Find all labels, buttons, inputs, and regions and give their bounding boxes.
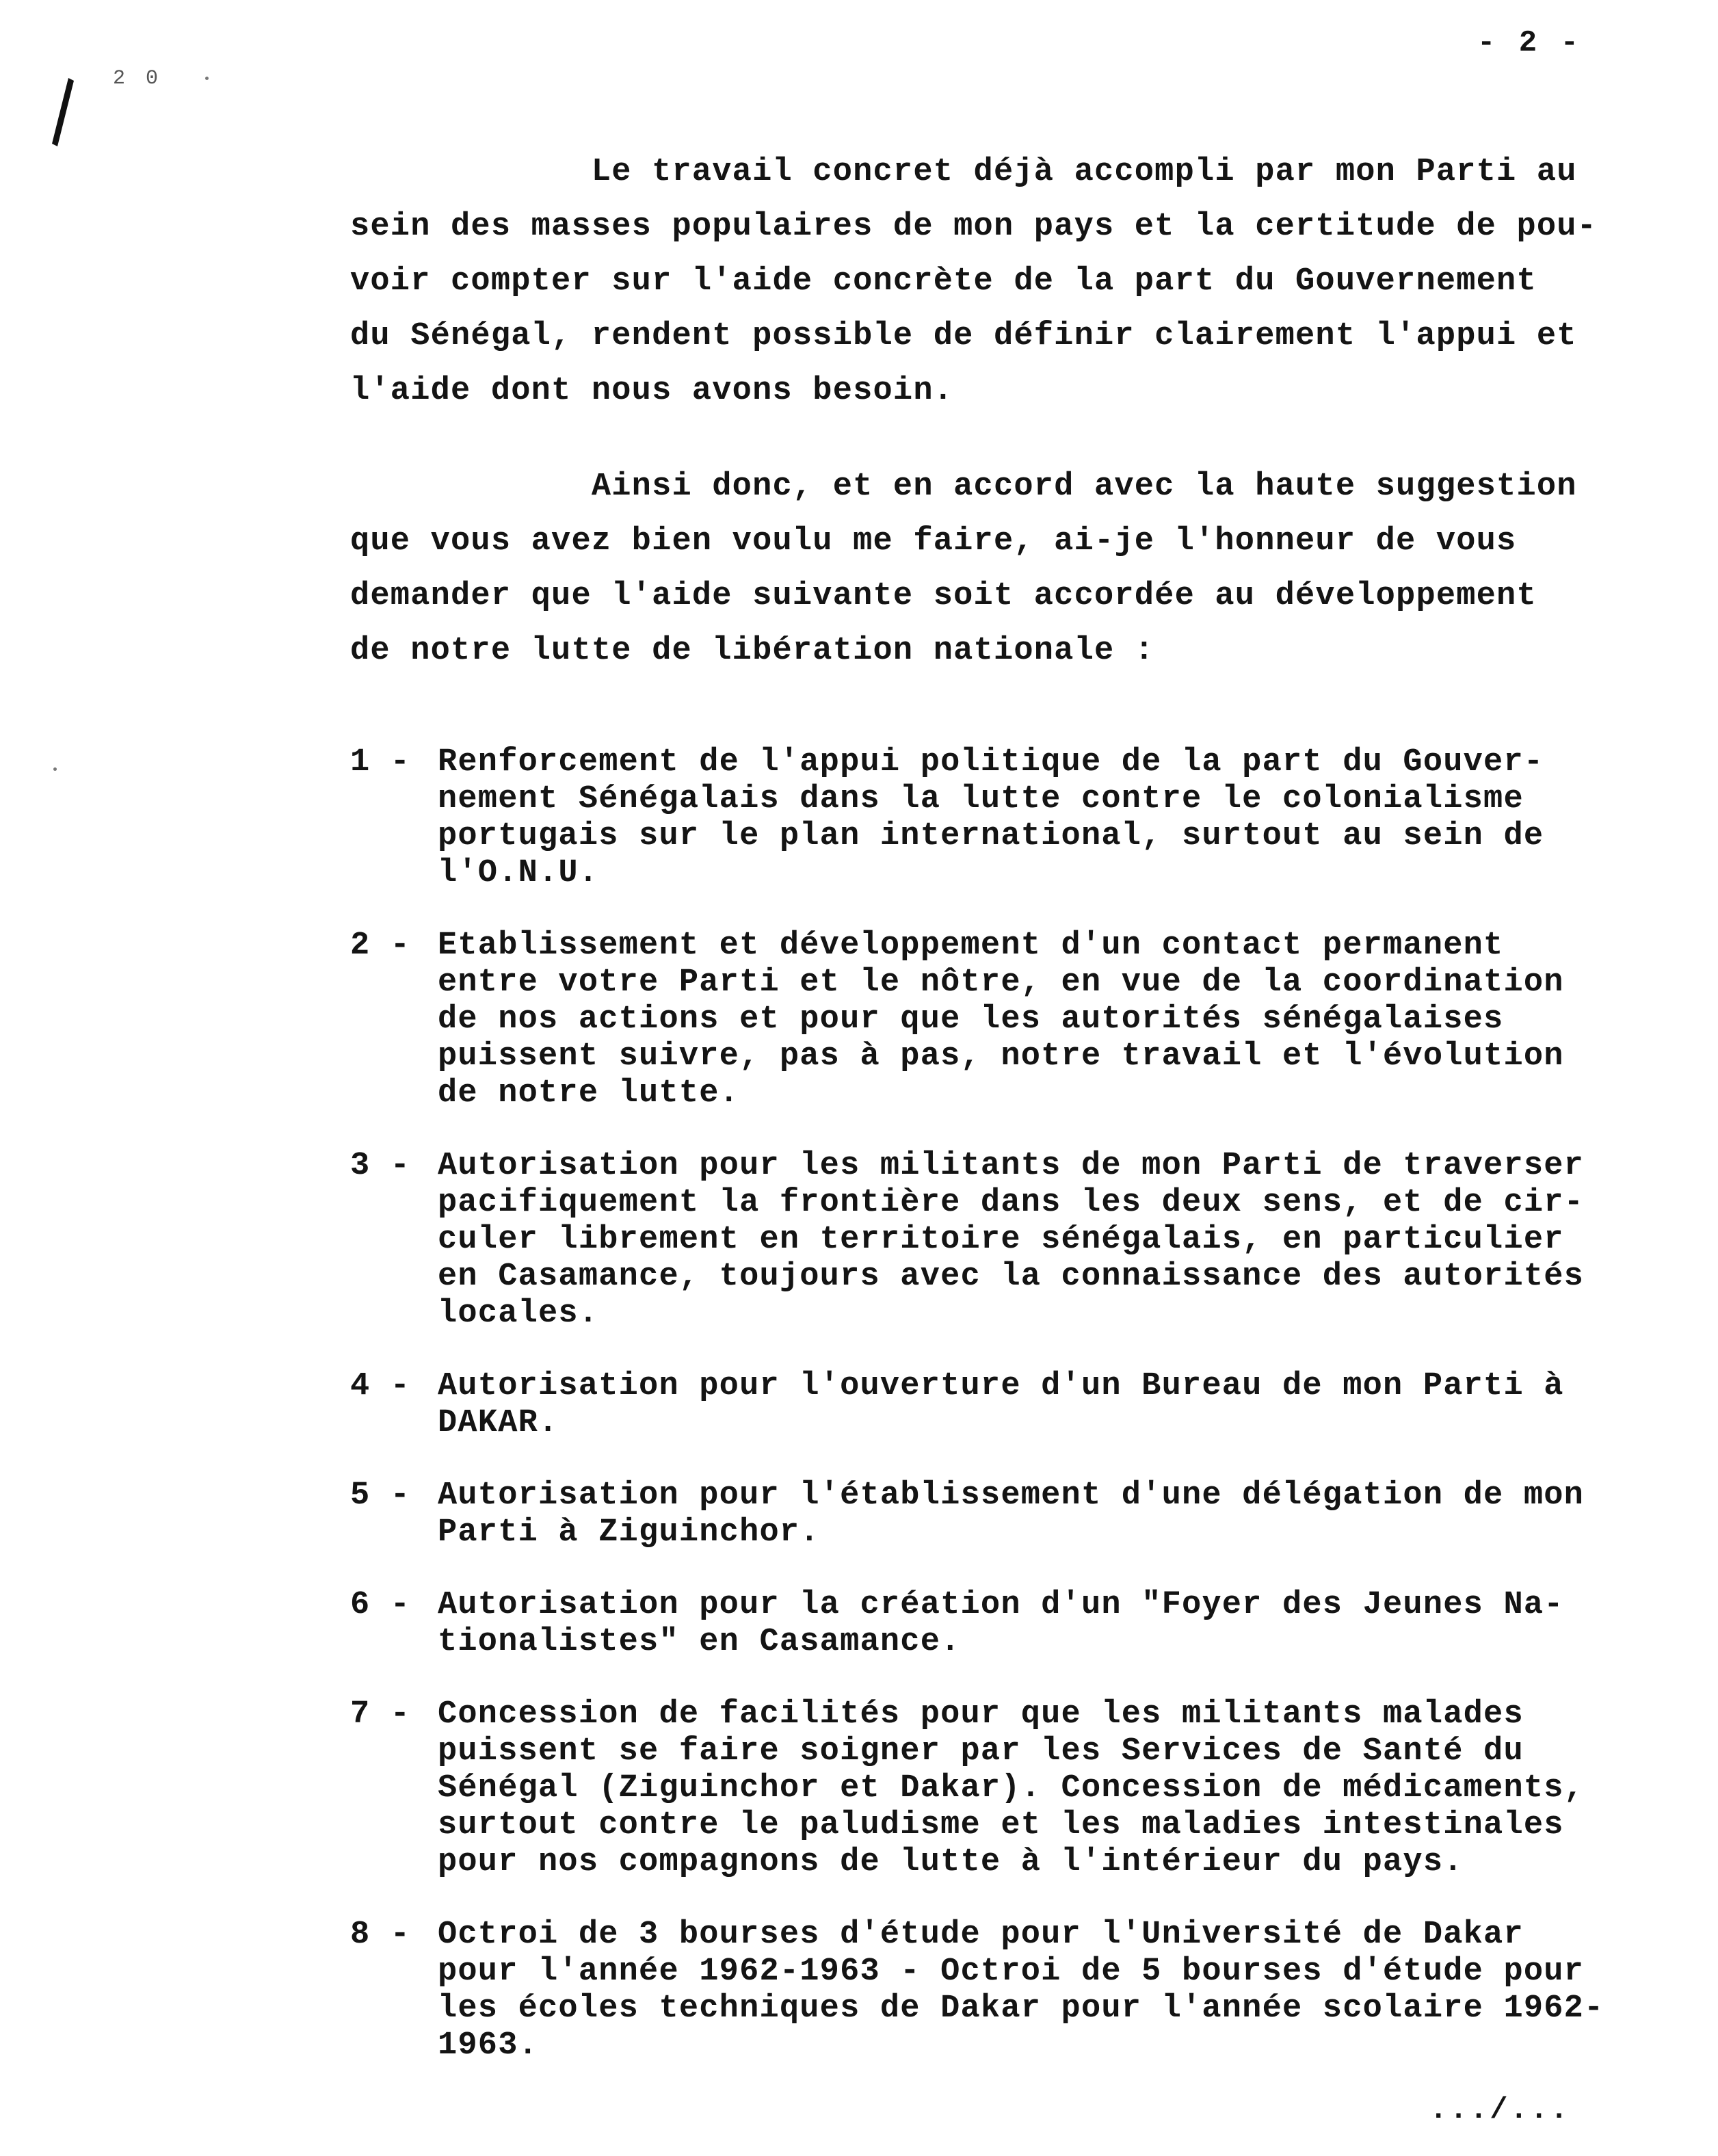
continuation-mark: .../... [1429,2093,1570,2127]
item-text: Autorisation pour les militants de mon Parti de traverser pacifiquement la frontière dans les deux sens, et de cir- culer librement en territoire sénégalais, en particulier en Casamance, toujours avec la connaissance des autorités locales. [438,1148,1585,1332]
item-text: Autorisation pour la création d'un "Foyer des Jeunes Na- tionalistes" en Casamance. [438,1587,1564,1660]
item-text: Octroi de 3 bourses d'étude pour l'Université de Dakar pour l'année 1962-1963 - Octroi de 5 bourses d'étude pour les écoles techniques de Dakar pour l'année scolaire 1962- 1963. [438,1917,1604,2064]
list-item [350,1917,1663,2064]
list-item [350,1368,1663,1442]
item-number: 4 - [350,1368,411,1404]
request-list [350,744,1663,2100]
page-number: - 2 - [1477,26,1582,60]
item-text: Renforcement de l'appui politique de la part du Gouver- nement Sénégalais dans la lutte contre le colonialisme portugais sur le plan international, surtout au sein de l'O.N.U. [438,744,1544,891]
margin-note: 2 0 [113,67,163,90]
margin-pen-mark [48,75,75,150]
item-number: 7 - [350,1696,411,1733]
paragraph: Ainsi donc, et en accord avec la haute suggestion que vous avez bien voulu me faire, ai-je l'honneur de vous demander que l'aide suivante soit accordée au développement de notre lutte de libération nationale : [350,469,1577,669]
list-item [350,1477,1663,1551]
item-number: 8 - [350,1917,411,1953]
list-item [350,744,1663,892]
item-text: Etablissement et développement d'un contact permanent entre votre Parti et le nôtre, en vue de la coordination de nos actions et pour que les autorités sénégalaises puissent suivre, pas à pas, notre travail et l'évolution de notre lutte. [438,928,1564,1112]
list-item [350,1148,1663,1332]
item-text: Concession de facilités pour que les militants malades puissent se faire soigner par les Services de Santé du Sénégal (Ziguinchor et Dakar). Concession de médicaments, surtout contre le paludisme et les maladies intestinales pour nos compagnons de lutte à l'intérieur du pays. [438,1696,1585,1880]
margin-dot [53,767,57,771]
list-item [350,1587,1663,1661]
item-number: 6 - [350,1587,411,1623]
item-text: Autorisation pour l'établissement d'une délégation de mon Parti à Ziguinchor. [438,1477,1585,1551]
list-item [350,928,1663,1112]
paragraph: Le travail concret déjà accompli par mon Parti au sein des masses populaires de mon pays et la certitude de pou- voir compter sur l'aide concrète de la part du Gouvernement du Sénégal, rendent possible de définir clairement l'appui et l'aide dont nous avons besoin. [350,154,1598,409]
item-number: 2 - [350,928,411,964]
item-text: Autorisation pour l'ouverture d'un Bureau de mon Parti à DAKAR. [438,1368,1564,1441]
margin-dot [205,77,209,80]
item-number: 3 - [350,1148,411,1184]
item-number: 5 - [350,1477,411,1514]
list-item [350,1696,1663,1881]
item-number: 1 - [350,744,411,780]
